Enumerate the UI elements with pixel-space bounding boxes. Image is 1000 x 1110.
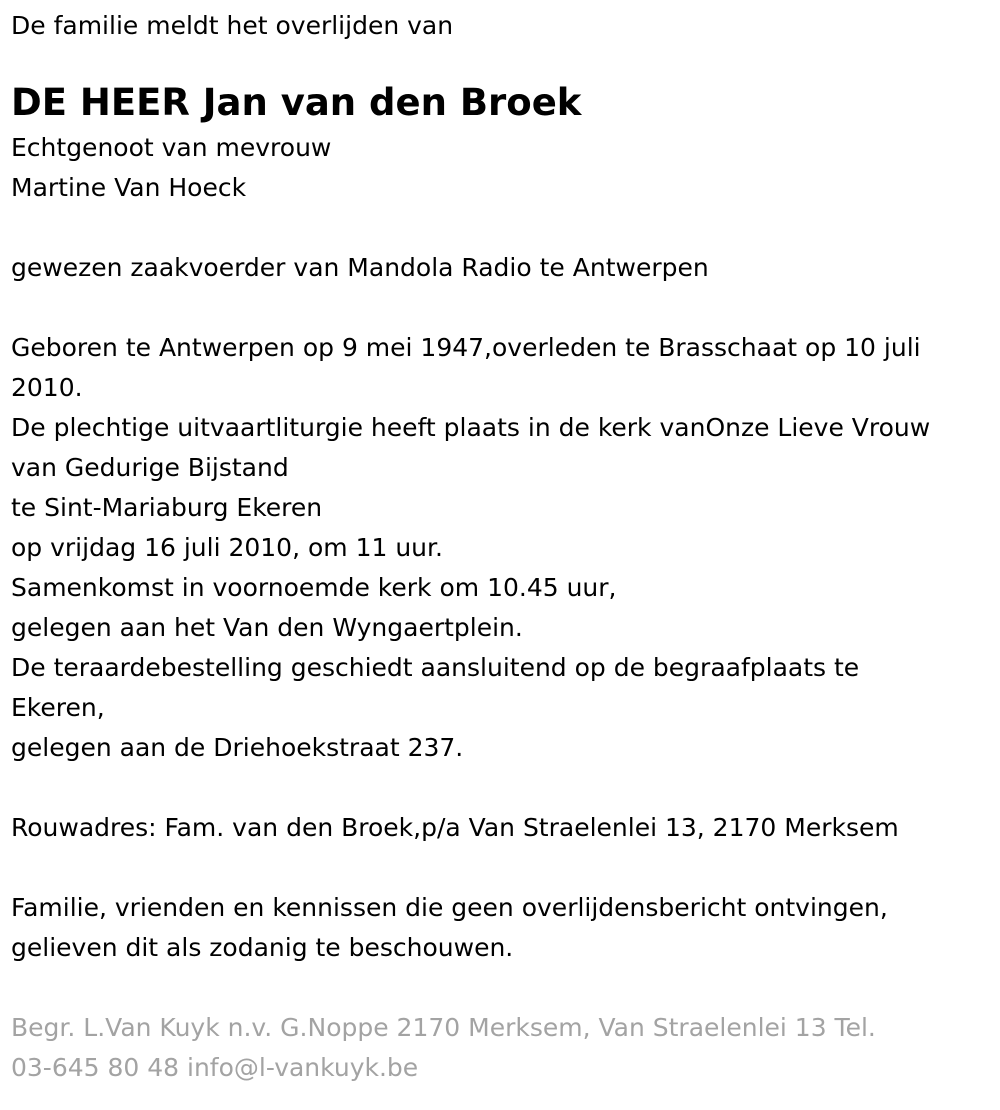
spacer xyxy=(11,288,991,328)
undertaker-line-2: 03-645 80 48 info@l-vankuyk.be xyxy=(11,1053,419,1082)
occupation-text: gewezen zaakvoerder van Mandola Radio te Antwerpen xyxy=(11,253,709,282)
birth-death-line-2: 2010. xyxy=(11,373,83,402)
spacer xyxy=(11,208,991,248)
gathering-line-2: gelegen aan het Van den Wyngaertplein. xyxy=(11,613,523,642)
gathering-line-1: Samenkomst in voornoemde kerk om 10.45 uur, xyxy=(11,573,617,602)
burial-line-1: De teraardebestelling geschiedt aansluitend op de begraafplaats te xyxy=(11,653,860,682)
burial-line-3: gelegen aan de Driehoekstraat 237. xyxy=(11,733,464,762)
spouse-line-1: Echtgenoot van mevrouw xyxy=(11,133,332,162)
spacer xyxy=(11,768,991,808)
undertaker-line-1: Begr. L.Van Kuyk n.v. G.Noppe 2170 Merksem, Van Straelenlei 13 Tel. xyxy=(11,1013,876,1042)
spacer xyxy=(11,968,991,1008)
death-notice xyxy=(11,8,991,1088)
mourning-address: Rouwadres: Fam. van den Broek,p/a Van Straelenlei 13, 2170 Merksem xyxy=(11,813,899,842)
liturgy-line-4: op vrijdag 16 juli 2010, om 11 uur. xyxy=(11,533,443,562)
liturgy-line-1: De plechtige uitvaartliturgie heeft plaats in de kerk vanOnze Lieve Vrouw xyxy=(11,413,931,442)
liturgy-line-3: te Sint-Mariaburg Ekeren xyxy=(11,493,323,522)
closing-line-2: gelieven dit als zodanig te beschouwen. xyxy=(11,933,514,962)
spouse-line-2: Martine Van Hoeck xyxy=(11,173,247,202)
liturgy-line-2: van Gedurige Bijstand xyxy=(11,453,289,482)
deceased-name: DE HEER Jan van den Broek xyxy=(11,81,582,124)
closing-line-1: Familie, vrienden en kennissen die geen overlijdensbericht ontvingen, xyxy=(11,893,888,922)
burial-line-2: Ekeren, xyxy=(11,693,105,722)
spacer xyxy=(11,848,991,888)
birth-death-line-1: Geboren te Antwerpen op 9 mei 1947,overleden te Brasschaat op 10 juli xyxy=(11,333,921,362)
intro-text: De familie meldt het overlijden van xyxy=(11,11,454,40)
